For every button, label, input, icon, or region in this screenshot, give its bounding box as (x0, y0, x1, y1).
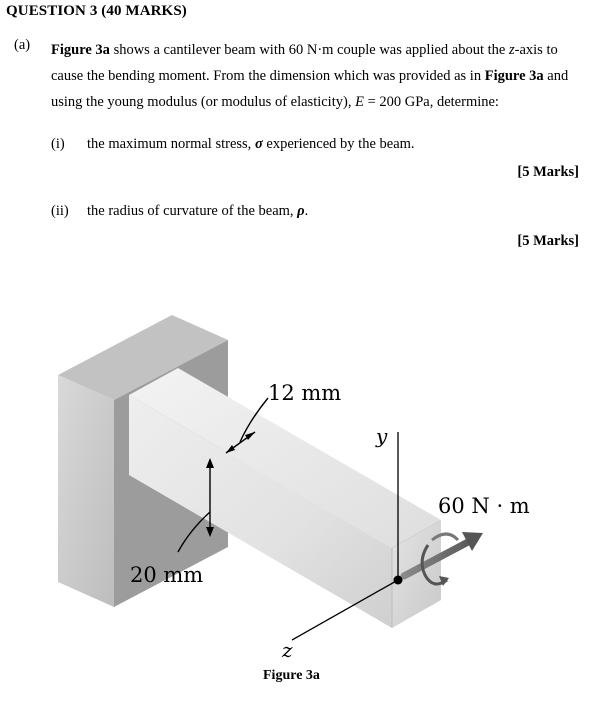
figure-reference: Figure 3a (51, 42, 110, 58)
part-label: (a) (14, 37, 31, 53)
sub-question-2-body: the radius of curvature of the beam, (87, 203, 298, 219)
sub-question-1-marks: [5 Marks] (517, 164, 579, 180)
y-axis-label: y (376, 424, 388, 448)
sub-question-1-label: (i) (51, 136, 65, 152)
sub-question-2-end: . (304, 203, 309, 219)
sub-question-2-marks: [5 Marks] (517, 233, 579, 249)
intro-text-3: and using the young modulus (or modulus of elasticity), (51, 68, 569, 110)
sub-question-2-label: (ii) (51, 203, 69, 219)
intro-text-4: = 200 GPa, determine: (363, 94, 499, 110)
intro-text-2: -axis to cause the bending moment. From the dimension which was provided as in (51, 42, 558, 84)
beam-body (129, 368, 441, 628)
moment-label: 60 N · m (438, 494, 530, 518)
figure-reference-2: Figure 3a (484, 68, 544, 84)
question-title: QUESTION 3 (40 MARKS) (6, 3, 187, 19)
axis-variable: z (508, 42, 515, 58)
intro-text-1: shows a cantilever beam with 60 N·m couple was applied about the (109, 42, 509, 58)
z-axis-label: z (282, 638, 293, 662)
width-dimension-label: 12 mm (268, 381, 342, 405)
sigma-symbol: σ (254, 136, 263, 152)
sub-question-1-end: experienced by the beam. (262, 136, 415, 152)
origin-point (394, 576, 403, 585)
sub-question-1-body: the maximum normal stress, (87, 136, 255, 152)
rho-symbol: ρ (297, 203, 305, 219)
height-dimension-label: 20 mm (130, 563, 204, 587)
figure-caption: Figure 3a (263, 668, 320, 683)
modulus-variable: E (355, 94, 364, 110)
